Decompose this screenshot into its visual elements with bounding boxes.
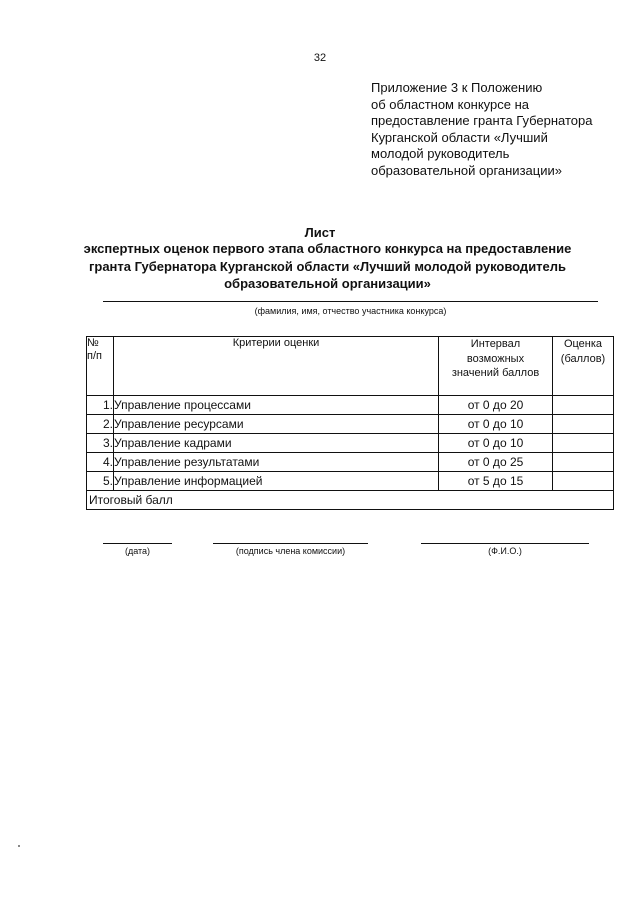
- header-interval-line: Интервал: [470, 338, 521, 350]
- row-num: 5.: [87, 472, 114, 491]
- row-num: 1.: [87, 396, 114, 415]
- appendix-line: молодой руководитель: [371, 146, 510, 161]
- appendix-line: Курганской области «Лучший: [371, 129, 548, 145]
- row-score-field[interactable]: [553, 453, 614, 472]
- header-interval-line: значений баллов: [451, 367, 540, 379]
- subtitle-line: экспертных оценок первого этапа областного конкурса на предоставление: [83, 241, 572, 256]
- signature-caption: (подпись члена комиссии): [235, 546, 346, 556]
- row-interval: от 0 до 10: [439, 415, 553, 434]
- row-num: 4.: [87, 453, 114, 472]
- header-interval-line: возможных: [466, 352, 525, 365]
- header-num: [87, 337, 114, 396]
- table-header-row: [87, 337, 614, 396]
- date-line: [103, 543, 172, 544]
- appendix-line: предоставление гранта Губернатора: [371, 113, 593, 128]
- signature-line: [213, 543, 368, 544]
- appendix-note: [371, 80, 631, 179]
- date-caption: (дата): [124, 546, 151, 556]
- header-num-line: №: [87, 337, 99, 349]
- row-interval: от 5 до 15: [439, 472, 553, 491]
- scan-speck: [18, 845, 20, 847]
- row-criterion: Управление процессами: [114, 396, 439, 415]
- table-row: [87, 415, 614, 434]
- subtitle-line: гранта Губернатора Курганской области «Лучший молодой руководитель: [88, 258, 567, 274]
- table-row: [87, 396, 614, 415]
- header-criteria: Критерии оценки: [114, 337, 439, 396]
- header-score-line: (баллов): [560, 352, 606, 365]
- row-interval: от 0 до 20: [439, 396, 553, 415]
- appendix-line: образовательной организации»: [371, 162, 562, 178]
- header-score: [553, 337, 614, 396]
- total-row: [87, 491, 614, 510]
- document-title: Лист: [304, 225, 336, 240]
- row-criterion: Управление ресурсами: [114, 415, 439, 434]
- table-row: [87, 472, 614, 491]
- row-criterion: Управление кадрами: [114, 434, 439, 453]
- row-num: 3.: [87, 434, 114, 453]
- row-num: 2.: [87, 415, 114, 434]
- row-criterion: Управление информацией: [114, 472, 439, 491]
- total-label: Итоговый балл: [87, 491, 614, 510]
- row-score-field[interactable]: [553, 472, 614, 491]
- header-num-line: п/п: [87, 350, 102, 362]
- appendix-line: об областном конкурсе на: [371, 96, 530, 112]
- row-score-field[interactable]: [553, 434, 614, 453]
- header-score-line: Оценка: [563, 338, 603, 350]
- row-interval: от 0 до 25: [439, 453, 553, 472]
- criteria-table: [86, 336, 614, 510]
- row-interval: от 0 до 10: [439, 434, 553, 453]
- fio-line: [421, 543, 589, 544]
- table-row: [87, 434, 614, 453]
- subtitle-line: образовательной организации»: [224, 276, 431, 291]
- page-number: 32: [313, 52, 327, 64]
- fio-caption: (Ф.И.О.): [488, 546, 522, 556]
- header-interval: [439, 337, 553, 396]
- row-criterion: Управление результатами: [114, 453, 439, 472]
- document-subtitle: [60, 240, 595, 293]
- table-row: [87, 453, 614, 472]
- participant-name-line: [103, 301, 598, 302]
- row-score-field[interactable]: [553, 415, 614, 434]
- row-score-field[interactable]: [553, 396, 614, 415]
- appendix-line: Приложение 3 к Положению: [371, 80, 543, 95]
- participant-name-caption: (фамилия, имя, отчество участника конкурса): [254, 306, 447, 316]
